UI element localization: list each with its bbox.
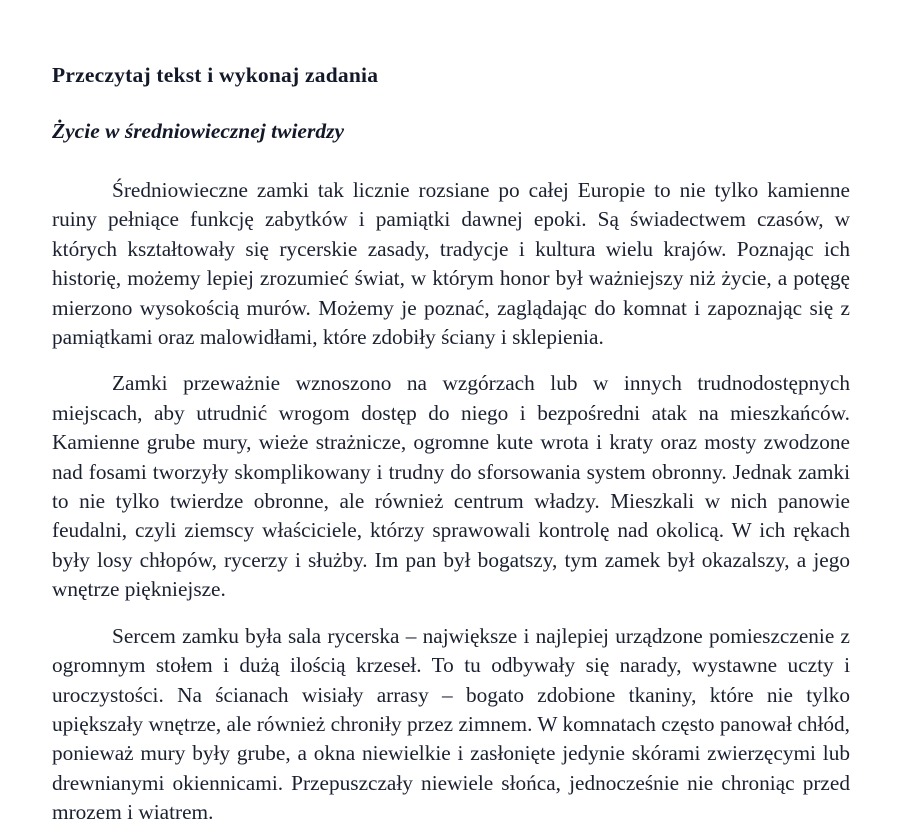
paragraph-1: Średniowieczne zamki tak licznie rozsiane po całej Europie to nie tylko kamienne ruiny pełniące funkcję zabytków i pamiątki dawnej epoki. Są świadectwem czasów, w których kształtowały się rycerskie zasady, tradycje i kultura wielu krajów. Poznając ich historię, możemy lepiej zrozumieć świat, w którym honor był ważniejszy niż życie, a potęgę mierzono wysokością murów. Możemy je poznać, zaglądając do komnat i zapoznając się z pamiątkami oraz malowidłami, które zdobiły ściany i sklepienia. xyxy=(52,178,850,350)
page-title: Przeczytaj tekst i wykonaj zadania xyxy=(52,63,379,87)
document-body xyxy=(52,60,850,828)
paragraph-3: Sercem zamku była sala rycerska – największe i najlepiej urządzone pomieszczenie z ogromnym stołem i dużą ilością krzeseł. To tu odbywały się narady, wystawne uczty i uroczystości. Na ścianach wisiały arrasy – bogato zdobione tkaniny, które nie tylko upiększały wnętrze, ale również chroniły przez zimnem. W komnatach często panował chłód, ponieważ mury były grube, a okna niewielkie i zasłonięte jedynie skórami zwierzęcymi lub drewnianymi okiennicami. Przepuszczały niewiele słońca, jednocześnie nie chroniąc przed mrozem i wiatrem. xyxy=(52,623,850,825)
paragraph-2: Zamki przeważnie wznoszono na wzgórzach lub w innych trudnodostępnych miejscach, aby utrudnić wrogom dostęp do niego i bezpośredni atak na mieszkańców. Kamienne grube mury, wieże strażnicze, ogromne kute wrota i kraty oraz mosty zwodzone nad fosami tworzyły skomplikowany i trudny do sforsowania system obronny. Jednak zamki to nie tylko twierdze obronne, ale również centrum władzy. Mieszkali w nich panowie feudalni, czyli ziemscy właściciele, którzy sprawowali kontrolę nad okolicą. W ich rękach były losy chłopów, rycerzy i służby. Im pan był bogatszy, tym zamek był okazalszy, a jego wnętrze piękniejsze. xyxy=(52,371,850,602)
text-subtitle: Życie w średniowiecznej twierdzy xyxy=(52,119,345,143)
